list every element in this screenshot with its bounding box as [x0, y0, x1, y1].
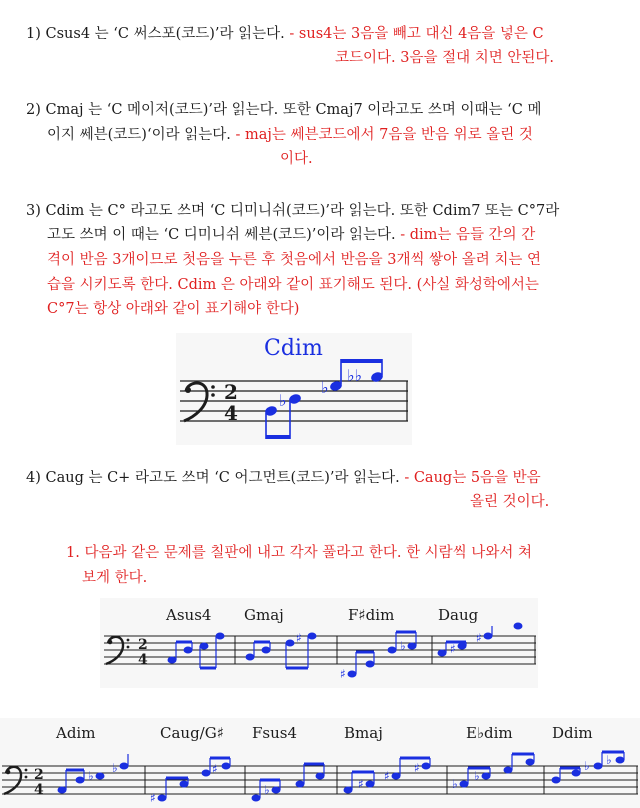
sharp-icon: ♯ [414, 761, 420, 775]
item-note: - Caug는 5음을 반음 [404, 470, 541, 486]
note [422, 763, 430, 769]
chord-label: Daug [438, 606, 479, 624]
chord-label: Gmaj [244, 606, 284, 624]
item-text: 이지 쎄븐(코드)‘이라 읽는다. [47, 127, 231, 143]
sharp-icon: ♯ [384, 769, 390, 783]
note [96, 773, 104, 779]
item-number: 1) [26, 26, 41, 42]
note [366, 781, 374, 787]
note [252, 795, 260, 801]
item-1-line-2: 코드이다. 3음을 절대 치면 안된다. [335, 50, 554, 66]
chord-label: E♭dim [466, 724, 513, 742]
item-2-line-2 [47, 123, 533, 147]
sharp-icon: ♯ [340, 667, 346, 681]
item-2-line-3: 이다. [280, 151, 313, 167]
time-sig-bottom: 4 [138, 652, 148, 668]
item-4-line-2: 올린 것이다. [470, 494, 550, 510]
item-3-line-4: 습을 시키도록 한다. Cdim 은 아래와 같이 표기해도 된다. (사실 화성학에서는 [47, 277, 539, 293]
note [460, 781, 468, 787]
time-sig-bottom: 4 [34, 782, 44, 798]
note [408, 643, 416, 649]
chord-label: Caug/G♯ [160, 724, 224, 742]
note [262, 647, 270, 653]
time-sig-top: 2 [138, 637, 148, 653]
note [202, 770, 210, 776]
note [308, 633, 316, 639]
note [120, 763, 128, 769]
flat-icon: ♭ [400, 639, 406, 653]
note [438, 650, 446, 656]
note [200, 643, 208, 649]
note [286, 640, 294, 646]
flat-icon: ♭ [474, 769, 480, 783]
item-number: 4) [26, 470, 41, 486]
note [388, 647, 396, 653]
note [514, 623, 522, 629]
item-text: Caug 는 C+ 라고도 쓰며 ‘C 어그먼트(코드)’라 읽는다. [45, 470, 400, 486]
note [366, 661, 374, 667]
sharp-icon: ♯ [150, 791, 156, 805]
note [482, 773, 490, 779]
item-text: Cmaj 는 ‘C 메이저(코드)’라 읽는다. 또한 Cmaj7 이라고도 쓰며 이때는 ‘C 메 [45, 102, 542, 118]
flat-icon: ♭ [279, 391, 287, 410]
chord-label: Adim [56, 724, 96, 742]
note [158, 795, 166, 801]
flat-icon: ♭ [606, 753, 612, 767]
item-4-line-1 [26, 466, 541, 490]
item-3-line-3: 격이 반음 3개이므로 첫음을 누른 후 첫음에서 반음을 3개씩 쌓아 올려 치는 연 [47, 252, 541, 268]
item-3-line-1 [26, 199, 559, 223]
item-2-line-1 [26, 98, 542, 122]
exercise-line-1: 1. 다음과 같은 문제를 칠판에 내고 각자 풀라고 한다. 한 시람씩 나와서 쳐 [66, 545, 532, 561]
note [504, 767, 512, 773]
note [180, 781, 188, 787]
item-3-line-5: C°7는 항상 아래와 같이 표기해야 한다) [47, 301, 300, 317]
chord-label: Bmaj [344, 724, 383, 742]
note [76, 777, 84, 783]
item-note: - sus4는 3음을 빼고 대신 4음을 넣은 C [289, 26, 544, 42]
sharp-icon: ♯ [296, 631, 302, 645]
time-sig-top: 2 [34, 767, 44, 783]
flat-icon: ♭ [88, 769, 94, 783]
note [552, 777, 560, 783]
note [392, 773, 400, 779]
sharp-icon: ♯ [358, 777, 364, 791]
item-3-line-2 [47, 223, 535, 247]
item-1-line-1 [26, 22, 544, 46]
note [216, 633, 224, 639]
note [616, 757, 624, 763]
note [246, 654, 254, 660]
note [458, 643, 466, 649]
time-sig-bottom: 4 [224, 401, 238, 425]
sharp-icon: ♯ [450, 642, 456, 656]
note [316, 773, 324, 779]
cdim-staff-figure [176, 333, 412, 445]
flat-icon: ♭♭ [347, 366, 363, 385]
item-text: 고도 쓰며 이 때는 ‘C 디미니쉬 쎄븐(코드)’이라 읽는다. [47, 227, 396, 243]
exercise-line-2: 보게 한다. [82, 570, 148, 586]
note [484, 633, 492, 639]
note [594, 763, 602, 769]
flat-icon: ♭ [112, 761, 118, 775]
chord-label: F♯dim [348, 606, 395, 624]
flat-icon: ♭ [264, 783, 270, 797]
note [526, 759, 534, 765]
note [272, 787, 280, 793]
flat-icon: ♭ [584, 759, 590, 773]
note [296, 781, 304, 787]
flat-icon: ♭ [321, 378, 329, 397]
note [348, 671, 356, 677]
note [168, 657, 176, 663]
chord-label: Cdim [264, 336, 323, 361]
sharp-icon: ♯ [476, 631, 482, 645]
chord-label: Ddim [552, 724, 593, 742]
chord-label: Fsus4 [252, 724, 298, 742]
exercise-staff-2 [0, 718, 640, 808]
note [344, 787, 352, 793]
note [222, 763, 230, 769]
exercise-staff-1 [100, 598, 538, 688]
note [572, 770, 580, 776]
note [184, 647, 192, 653]
item-number: 3) [26, 203, 41, 219]
item-text: Cdim 는 C° 라고도 쓰며 ‘C 디미니쉬(코드)’라 읽는다. 또한 Cdim7 또는 C°7라 [45, 203, 560, 219]
item-number: 2) [26, 102, 41, 118]
item-note: - dim는 음들 간의 간 [400, 227, 536, 243]
chord-label: Asus4 [166, 606, 212, 624]
item-text: Csus4 는 ‘C 써스포(코드)’라 읽는다. [45, 26, 285, 42]
flat-icon: ♭ [452, 777, 458, 791]
item-note: - maj는 쎄븐코드에서 7음을 반음 위로 올린 것 [235, 127, 533, 143]
sharp-icon: ♯ [212, 762, 218, 776]
time-sig-top: 2 [224, 380, 238, 404]
note [58, 787, 66, 793]
